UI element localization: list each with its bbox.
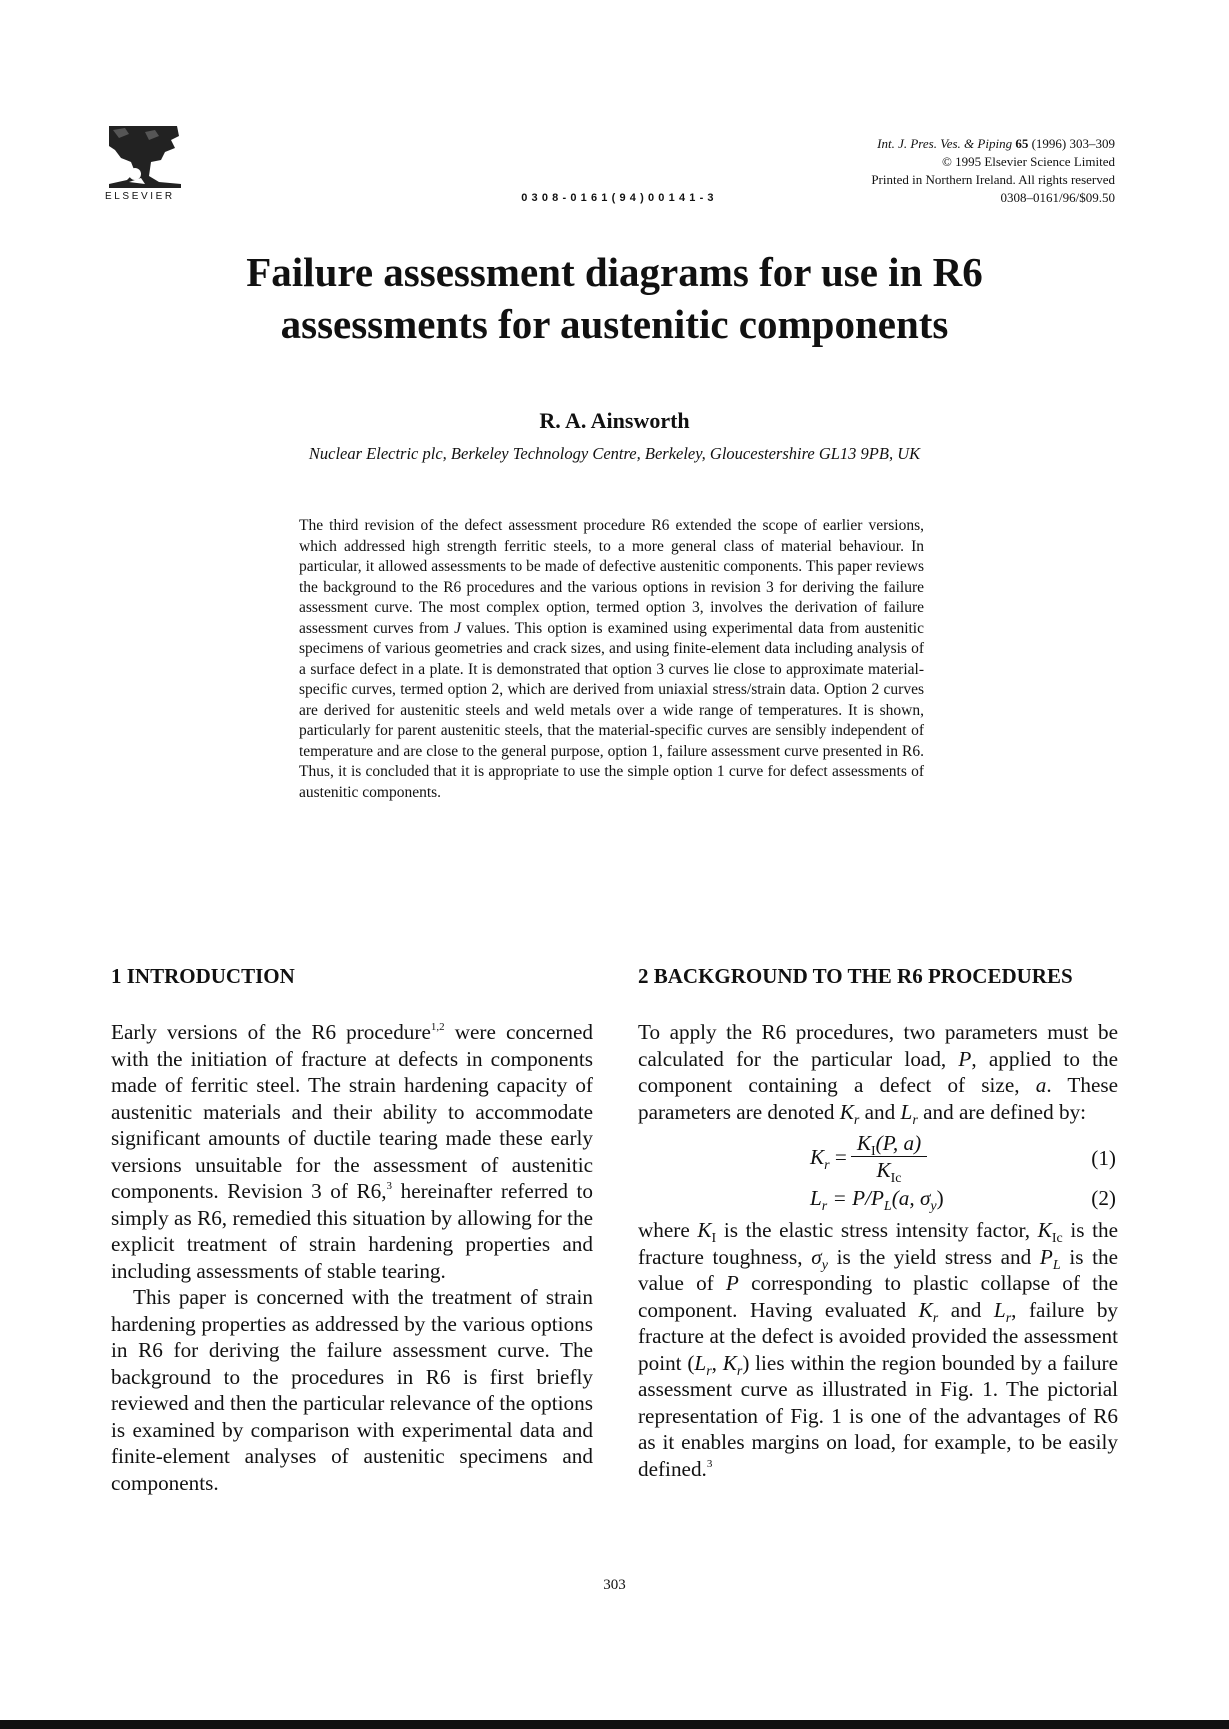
journal-year-pages: (1996) 303–309 <box>1031 136 1115 151</box>
equation-2: $L_r = P/P_L(a$, $\sigma_y$) (2) <box>810 1186 1116 1214</box>
journal-citation: Int. J. Pres. Ves. & Piping <box>877 136 1013 151</box>
right-column <box>638 963 1118 1482</box>
author-affiliation: Nuclear Electric plc, Berkeley Technology Centre, Berkeley, Gloucestershire GL13 9PB, UK <box>308 444 921 463</box>
journal-volume: 65 <box>1015 136 1029 151</box>
abstract-J-symbol: J <box>454 619 462 637</box>
price-code: 0308–0161/96/$09.50 <box>1000 190 1115 205</box>
equation-1: $K_r$ = $\frac{K_I(P, a)}{K_{Ic}}$ (1) <box>810 1131 1116 1186</box>
publisher-name: ELSEVIER <box>105 191 175 202</box>
copyright-line: © 1995 Elsevier Science Limited <box>941 154 1115 169</box>
doi-code: 0308-0161(94)00141-3 <box>521 192 718 204</box>
title-line-2: assessments for austenitic components <box>280 301 949 347</box>
author-name: R. A. Ainsworth <box>539 408 690 433</box>
journal-info <box>871 135 1115 207</box>
background-paragraph-1: To apply the R6 procedures, two parameters must be calculated for the particular load, P, applied to the component containing a defect of size, a. These parameters are denoted $K_r$ and $L_r$ and are defined by: <box>638 1020 1119 1128</box>
citation-ref: 3 <box>706 1457 713 1470</box>
intro-paragraph-1: Early versions of the R6 procedure$^{1,2}$ were concerned with the initiation of fracture at defects in components made of ferritic steel. The strain hardening capacity of austenitic materials and their ability to accommodate significant amounts of ductile tearing made these early versions unsuitable for the assessment of austenitic components. Revision 3 of R6,$^3$ hereinafter referred to simply as R6, remedied this situation by allowing for the explicit treatment of strain hardening properties and including assessments of stable tearing. <box>111 1020 593 1283</box>
bottom-scan-edge <box>0 1720 1229 1729</box>
title-line-1: Failure assessment diagrams for use in R6 <box>246 249 983 295</box>
section-1-heading: 1 INTRODUCTION <box>111 964 295 988</box>
publisher-logo <box>105 122 195 202</box>
background-paragraph-2: where $K_I$ is the elastic stress intensity factor, $K_{Ic}$ is the fracture toughness, $\sigma_y$ is the yield stress and $P_L$ is the value of P corresponding to plastic collapse of the component. Having evaluated $K_r$ and $L_r$, failure by fracture at the defect is avoided provided the assessment point ($L_r$, $K_r$) lies within the region bounded by a failure assessment curve as illustrated in Fig. 1. The pictorial representation of Fig. 1 is one of the advantages of R6 as it enables margins on load, for example, to be easily defined.$^3$ <box>638 1218 1119 1481</box>
elsevier-tree-logo-icon <box>105 122 185 190</box>
equation-1-number: (1) <box>1091 1146 1116 1170</box>
citation-ref: 1,2 <box>430 1021 445 1033</box>
intro-paragraph-2: This paper is concerned with the treatment of strain hardening properties as addressed by the various options in R6 for deriving the failure assessment curve. The background to the procedures in R6 is first briefly reviewed and then the particular relevance of the options is examined by comparison with experimental data and finite-element analyses of austenitic specimens and components. <box>111 1285 593 1495</box>
abstract: The third revision of the defect assessment procedure R6 extended the scope of earlier versions, which addressed high strength ferritic steels, to a more general class of material behaviour. In particular, it allowed assessments to be made of defective austenitic components. This paper reviews the background to the R6 procedures and the various options in revision 3 for deriving the failure assessment curve. The most complex option, termed option 3, involves the derivation of failure assessment curves from J values. This option is examined using experimental data from austenitic specimens of various geometries and crack sizes, and using finite-element data including analysis of a surface defect in a plate. It is demonstrated that option 3 curves lie close to approximate material-specific curves, termed option 2, which are derived from uniaxial stress/strain data. Option 2 curves are derived for austenitic steels and weld metals over a wide range of temperatures. It is shown, particularly for parent austenitic steels, that the material-specific curves are sensibly independent of temperature and are close to the general purpose, option 1, failure assessment curve presented in R6. Thus, it is concluded that it is appropriate to use the simple option 1 curve for defect assessments of austenitic components. <box>299 517 924 801</box>
left-column <box>111 963 593 1496</box>
section-2-heading: 2 BACKGROUND TO THE R6 PROCEDURES <box>638 964 1073 988</box>
paper-title <box>0 246 1229 350</box>
equation-2-number: (2) <box>1091 1186 1116 1210</box>
printed-line: Printed in Northern Ireland. All rights reserved <box>871 172 1115 187</box>
citation-ref: 3 <box>386 1180 393 1192</box>
page-number: 303 <box>603 1577 626 1593</box>
